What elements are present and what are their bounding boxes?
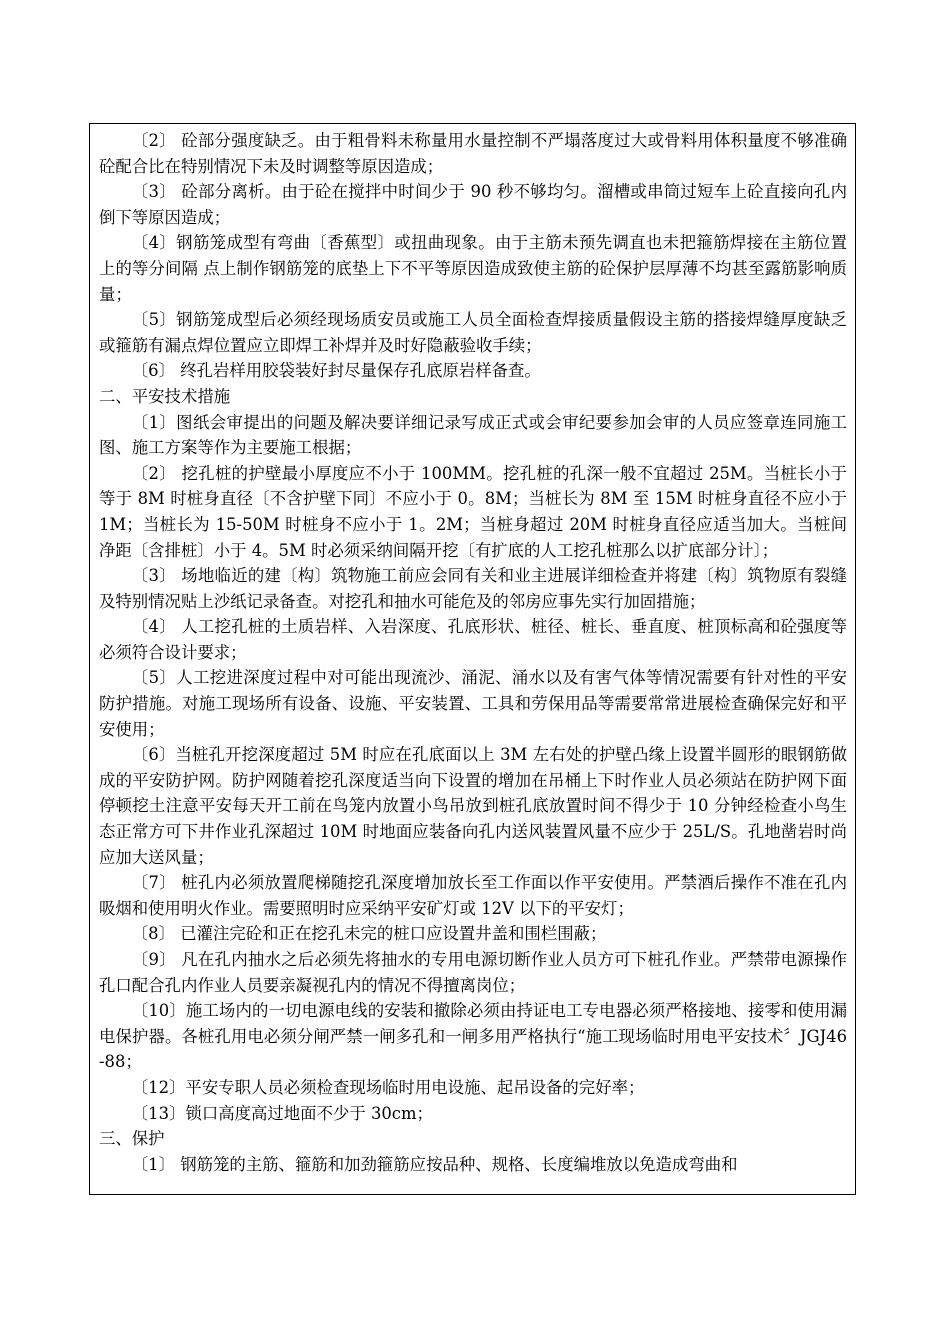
paragraph-design-requirements: 〔4〕 人工挖孔桩的土质岩样、入岩深度、孔底形状、桩径、桩长、垂直度、桩顶标高和砼强度等必须符合设计要求；	[99, 617, 847, 662]
paragraph-cage-storage: 〔1〕 钢筋笼的主筋、箍筋和加劲箍筋应按品种、规格、长度编堆放以免造成弯曲和	[131, 1154, 738, 1174]
paragraph-pump-power: 〔9〕 凡在孔内抽水之后必须先将抽水的专用电源切断作业人员方可下桩孔作业。严禁带电源操作孔口配合孔内作业人员要亲凝视孔内的情况不得擅离岗位；	[99, 950, 847, 995]
document-body	[99, 128, 847, 1177]
paragraph-safety-net: 〔6〕当桩孔开挖深度超过 5M 时应在孔底面以上 3M 左右处的护壁凸缘上设置半圆形的眼钢筋做成的平安防护网。防护网随着挖孔深度适当向下设置的增加在吊桶上下时作业人员必须站在防护网下面停顿挖土注意平安每天开工前在鸟笼内放置小鸟吊放到桩孔底放置时间不得少于 10 分钟经检查小鸟生态正常方可下井作业孔深超过 10M 时地面应装备向孔内送风装置风量不应少于 25L/S。孔地凿岩时尚应加大送风量；	[99, 745, 847, 867]
section-heading-protection: 三、保护	[99, 1129, 165, 1149]
document-frame	[89, 123, 856, 1195]
section-heading-safety: 二、平安技术措施	[99, 386, 231, 406]
paragraph-cage-bending: 〔4〕钢筋笼成型有弯曲〔香蕉型〕或扭曲现象。由于主筋未预先调直也未把箍筋焊接在主筋位置上的等分间隔 点上制作钢筋笼的底垫上下不平等原因造成致使主筋的砼保护层厚薄不均甚至露筋影响质量；	[99, 233, 847, 304]
paragraph-rock-sample: 〔6〕 终孔岩样用胶袋装好封尽量保存孔底原岩样备查。	[131, 361, 541, 381]
paragraph-neighbor-buildings: 〔3〕 场地临近的建〔构〕筑物施工前应会同有关和业主进展详细检查并将建〔构〕筑物原有裂缝及特别情况贴上沙纸记录备查。对挖孔和抽水可能危及的邻房应事先实行加固措施；	[99, 566, 847, 611]
paragraph-concrete-strength: 〔2〕 砼部分强度缺乏。由于粗骨料未称量用水量控制不严塌落度过大或骨料用体积量度不够准确砼配合比在特别情况下未及时调整等原因造成；	[99, 131, 847, 176]
paragraph-protection-measures: 〔5〕人工挖进深度过程中对可能出现流沙、涌泥、涌水以及有害气体等情况需要有针对性的平安防护措施。对施工现场所有设备、设施、平安装置、工具和劳保用品等需要常常进展检查确保完好和平安使用；	[99, 668, 847, 739]
paragraph-ladder-lighting: 〔7〕 桩孔内必须放置爬梯随挖孔深度增加放长至工作面以作平安使用。严禁酒后操作不准在孔内吸烟和使用明火作业。需要照明时应采纳平安矿灯或 12V 以下的平安灯；	[99, 873, 847, 918]
paragraph-lock-height: 〔13〕锁口高度高过地面不少于 30cm；	[131, 1103, 433, 1123]
paragraph-concrete-segregation: 〔3〕 砼部分离析。由于砼在搅拌中时间少于 90 秒不够均匀。溜槽或串筒过短车上砼直接向孔内倒下等原因造成；	[99, 182, 847, 227]
paragraph-well-cover: 〔8〕 已灌注完砼和正在挖孔未完的桩口应设置井盖和围栏围蔽；	[131, 924, 607, 944]
paragraph-equipment-check: 〔12〕平安专职人员必须检查现场临时用电设施、起吊设备的完好率；	[131, 1077, 645, 1097]
paragraph-drawing-review: 〔1〕图纸会审提出的问题及解决要详细记录写成正式或会审纪要参加会审的人员应签章连同施工图、施工方案等作为主要施工根据；	[99, 412, 847, 458]
paragraph-cage-inspection: 〔5〕钢筋笼成型后必须经现场质安员或施工人员全面检查焊接质量假设主筋的搭接焊缝厚度缺乏或箍筋有漏点焊位置应立即焊工补焊并及时好隐蔽验收手续；	[99, 310, 847, 355]
paragraph-pile-dimensions: 〔2〕 挖孔桩的护壁最小厚度应不小于 100MM。挖孔桩的孔深一般不宜超过 25M。当桩长小于等于 8M 时桩身直径〔不含护壁下同〕不应小于 0。8M；当桩长为 8M 至 15M 时桩身直径不应小于 1M；当桩长为 15-50M 时桩身不应小于 1。2M；当桩身超过 20M 时桩身直径应适当加大。当桩间净距〔含排桩〕小于 4。5M 时必须采纳间隔开挖〔有扩底的人工挖孔桩那么以扩底部分计〕；	[99, 463, 847, 560]
paragraph-electrical-safety: 〔10〕施工场内的一切电源电线的安装和撤除必须由持证电工专电器必须严格接地、接零和使用漏电保护器。各桩孔用电必须分闸严禁一闸多孔和一闸多用严格执行“施工现场临时用电平安技术〞JGJ46-88；	[99, 1001, 847, 1072]
